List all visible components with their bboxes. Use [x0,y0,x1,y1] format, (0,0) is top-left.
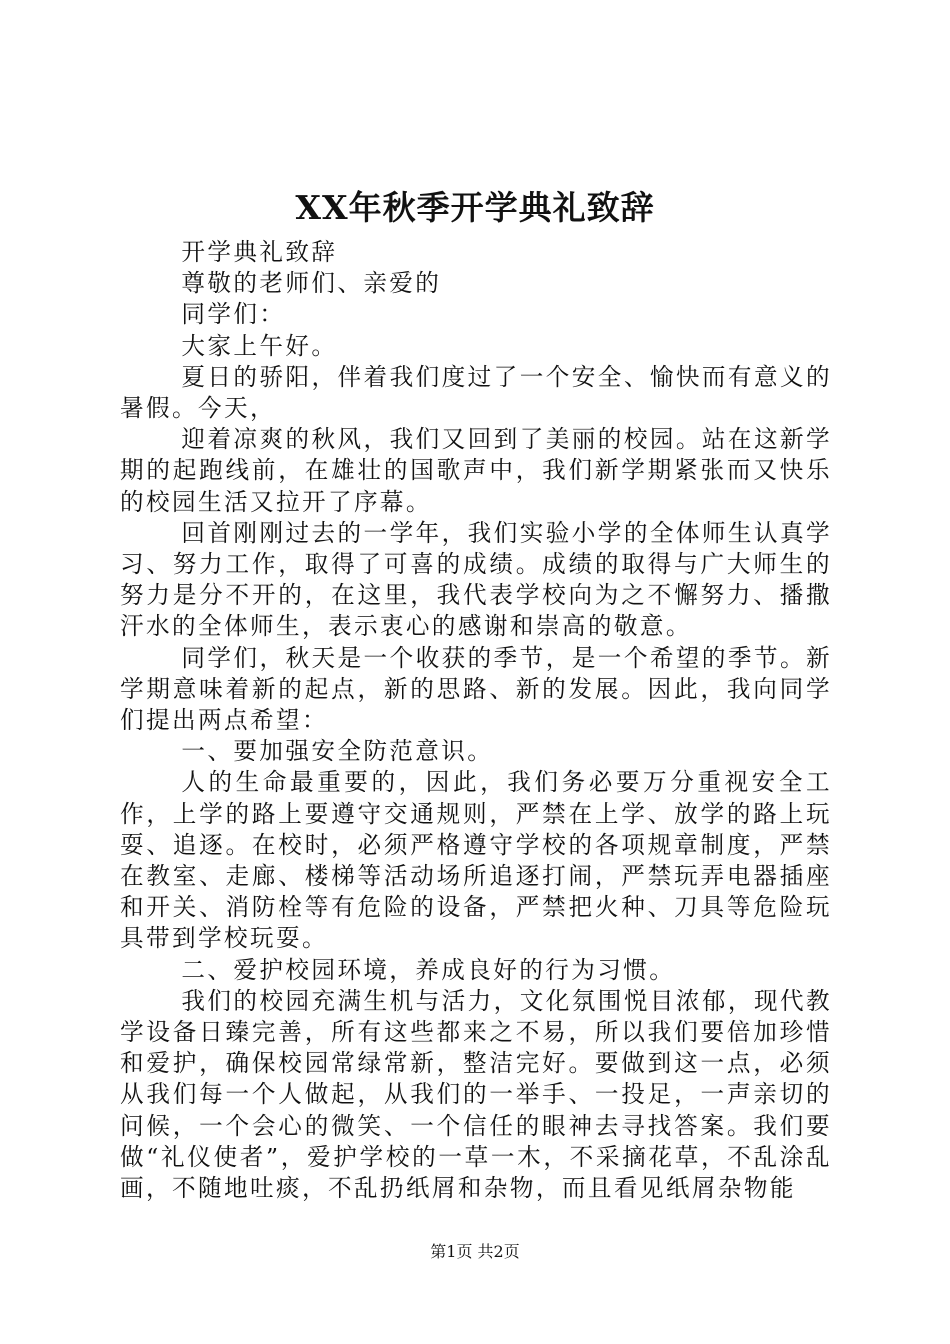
paragraph: 大家上午好。 [181,331,338,360]
paragraph: 开学典礼致辞 [181,238,338,266]
paragraph: 人的生命最重要的，因此，我们务必要万分重视安全工作，上学的路上要遵守交通规则，严禁在上学、放学的路上玩耍、追逐。在校时，必须严格遵守学校的各项规章制度，严禁在教室、走廊、楼梯等活动场所追逐打闹，严禁玩弄电器插座和开关、消防栓等有危险的设备，严禁把火种、刀具等危险玩具带到学校玩耍。 [120,768,832,953]
paragraph: 二、爱护校园环境，养成良好的行为习惯。 [181,955,676,984]
document-body [120,237,832,1204]
page-number-footer: 第1页 共2页 [430,1242,520,1261]
paragraph: 我们的校园充满生机与活力，文化氛围悦目浓郁，现代教学设备日臻完善，所有这些都来之不易，所以我们要倍加珍惜和爱护，确保校园常绿常新，整洁完好。要做到这一点，必须从我们每一个人做起，从我们的一举手、一投足，一声亲切的问候，一个会心的微笑、一个信任的眼神去寻找答案。我们要做“礼仪使者”，爱护学校的一草一木，不采摘花草，不乱涂乱画，不随地吐痰，不乱扔纸屑和杂物，而且看见纸屑杂物能 [120,986,832,1203]
paragraph: 迎着凉爽的秋风，我们又回到了美丽的校园。站在这新学期的起跑线前，在雄壮的国歌声中，我们新学期紧张而又快乐的校园生活又拉开了序幕。 [120,425,832,516]
paragraph: 同学们： [181,300,286,329]
paragraph: 回首刚刚过去的一学年，我们实验小学的全体师生认真学习、努力工作，取得了可喜的成绩。成绩的取得与广大师生的努力是分不开的，在这里，我代表学校向为之不懈努力、播撒汗水的全体师生，表示衷心的感谢和崇高的敬意。 [120,518,832,641]
paragraph: 夏日的骄阳，伴着我们度过了一个安全、愉快而有意义的暑假。今天， [120,362,832,423]
paragraph: 尊敬的老师们、亲爱的 [181,269,442,298]
paragraph: 同学们，秋天是一个收获的季节，是一个希望的季节。新学期意味着新的起点，新的思路、新的发展。因此，我向同学们提出两点希望： [120,643,832,735]
paragraph: 一、要加强安全防范意识。 [181,737,494,766]
document-title: XX年秋季开学典礼致辞 [295,188,655,227]
